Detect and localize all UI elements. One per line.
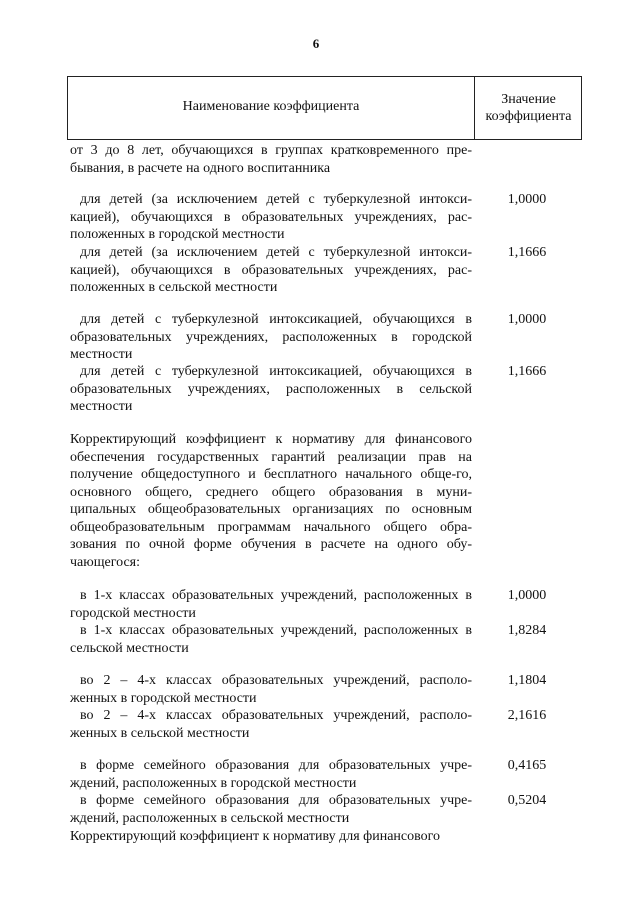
column-header-value	[475, 91, 582, 125]
row-text: от 3 до 8 лет, обучающихся в группах кратковременного пре-бывания, в расчете на одного воспитанника	[70, 143, 472, 176]
row-text: в 1-х классах образовательных учреждений, расположенных в городской местности	[70, 588, 472, 621]
row-text: Корректирующий коэффициент к нормативу для финансового	[70, 829, 441, 844]
row-value: 1,1666	[507, 364, 547, 379]
column-header-value-line2: коэффициента	[485, 109, 572, 124]
row-value: 0,5204	[507, 793, 547, 808]
row-value: 2,1616	[507, 708, 547, 723]
column-header-name: Наименование коэффициента	[182, 99, 360, 114]
row-value: 1,8284	[507, 623, 547, 638]
row-text: во 2 – 4-х классах образовательных учреждений, располо-женных в городской местности	[70, 673, 472, 706]
row-text: в форме семейного образования для образовательных учре-ждений, расположенных в городской местности	[70, 758, 472, 791]
column-header-value-line1: Значение	[501, 92, 556, 107]
row-value: 1,1666	[507, 245, 547, 260]
row-text: в форме семейного образования для образовательных учре-ждений, расположенных в сельской местности	[70, 793, 472, 826]
row-value: 1,0000	[507, 192, 547, 207]
row-value: 0,4165	[507, 758, 547, 773]
row-value: 1,0000	[507, 312, 547, 327]
row-text: во 2 – 4-х классах образовательных учреждений, располо-женных в сельской местности	[70, 708, 472, 741]
table-header	[67, 76, 582, 140]
row-text: в 1-х классах образовательных учреждений, расположенных в сельской местности	[70, 623, 472, 656]
row-value: 1,1804	[507, 673, 547, 688]
row-text: для детей с туберкулезной интоксикацией, обучающихся в образовательных учреждениях, расположенных в городской местности	[70, 312, 472, 362]
row-text: Корректирующий коэффициент к нормативу для финансового обеспечения государственных гарантий реализации прав на получение общедоступного и бесплатного начального обще-го, основного общего, среднего общего образования в муни-ципальных общеобразовательных организациях по основным общеобразовательным программам начального общего обра-зования по очной форме обучения в расчете на одного обу-чающегося:	[70, 432, 472, 570]
row-text: для детей (за исключением детей с туберкулезной интокси-кацией), обучающихся в образовательных учреждениях, рас-положенных в сельской местности	[70, 245, 472, 295]
row-text: для детей с туберкулезной интоксикацией, обучающихся в образовательных учреждениях, расположенных в сельской местности	[70, 364, 472, 414]
row-text: для детей (за исключением детей с туберкулезной интокси-кацией), обучающихся в образовательных учреждениях, рас-положенных в городской местности	[70, 192, 472, 242]
row-value: 1,0000	[507, 588, 547, 603]
page-number: 6	[312, 36, 320, 51]
